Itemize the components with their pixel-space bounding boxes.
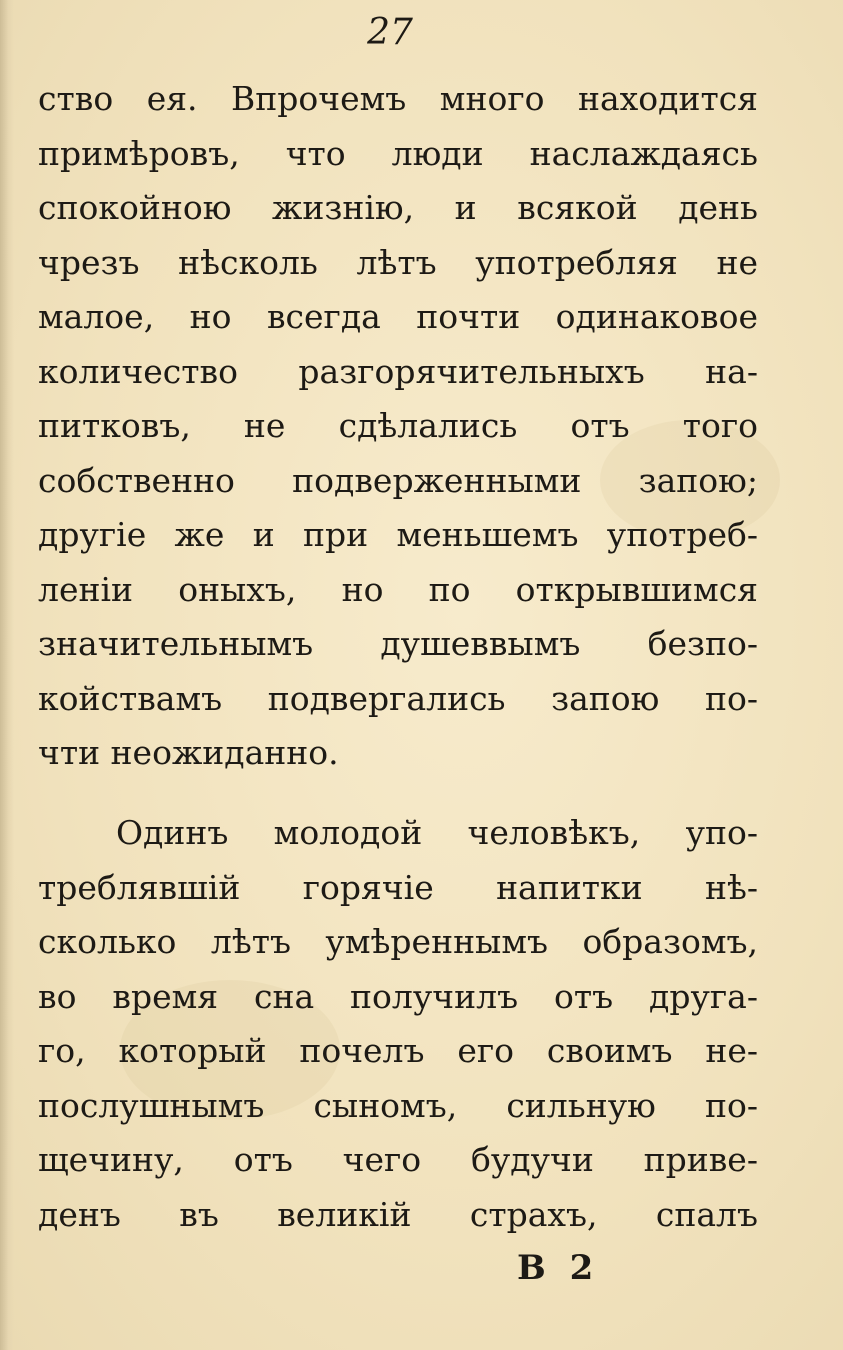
text-line: чрезъ нѣсколь лѣтъ употребляя не — [38, 242, 758, 282]
text-line: ство ея. Впрочемъ много находится — [38, 79, 758, 118]
text-line: спокойною жизнію, и всякой день — [38, 188, 758, 227]
text-line: Одинъ молодой человѣкъ, упо- — [116, 813, 758, 852]
page-spine-shadow — [0, 0, 14, 1350]
text-line: послушнымъ сыномъ, сильную по- — [38, 1085, 758, 1125]
text-line: во время сна получилъ отъ друга- — [38, 976, 758, 1016]
text-line: койствамъ подвергались запою по- — [38, 678, 758, 718]
text-line: щечину, отъ чего будучи приве- — [38, 1140, 758, 1179]
text-line: значительнымъ душеввымъ безпо- — [38, 624, 758, 663]
paragraph-1 — [38, 72, 758, 781]
text-line: примѣровъ, что люди наслаждаясь — [38, 133, 758, 173]
text-line: чти неожиданно. — [38, 733, 339, 772]
text-line: другіе же и при меньшемъ употреб- — [38, 515, 758, 554]
text-line: сколько лѣтъ умѣреннымъ образомъ, — [38, 922, 758, 961]
signature-mark: В 2 — [517, 1248, 600, 1288]
text-line: питковъ, не сдѣлались отъ того — [38, 406, 758, 445]
text-line: собственно подверженными запою; — [38, 460, 758, 500]
text-line: треблявшій горячіе напитки нѣ- — [38, 867, 758, 907]
text-line: го, который почелъ его своимъ не- — [38, 1031, 758, 1070]
text-line: леніи оныхъ, но по открывшимся — [38, 569, 758, 609]
text-line: малое, но всегда почти одинаковое — [38, 297, 758, 336]
page-number: 27 — [367, 12, 413, 53]
paragraph-2 — [38, 806, 758, 1242]
text-line: количество разгорячительныхъ на- — [38, 351, 758, 391]
text-line: денъ въ великій страхъ, спалъ — [38, 1194, 758, 1234]
